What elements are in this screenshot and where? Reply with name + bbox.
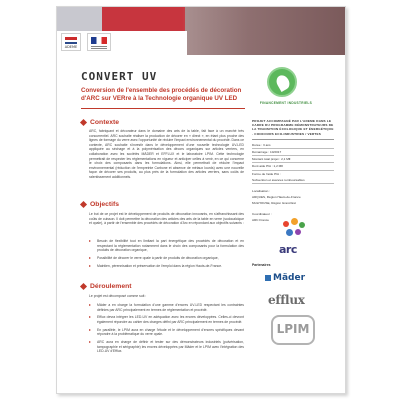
deroulement-list — [89, 303, 244, 357]
lpim-logo: LPIM — [271, 315, 315, 345]
header-block-red — [102, 7, 182, 31]
badge-label: FINANCEMENT INDUSTRIELS — [259, 101, 313, 105]
arc-logo — [275, 217, 311, 257]
section-heading-contexte: Contexte — [81, 119, 119, 126]
list-item: ▸ Mäder a en charge la formulation d'une gamme d'encres UV-LED respectant les contraintes définies par ARC principalement en termes de réglementation et procédé. — [89, 303, 244, 312]
header-block-grey — [57, 7, 102, 31]
ademe-logo-text: ADEME — [64, 45, 78, 49]
list-item: ▸ Besoin de flexibilité tout en limitant la part énergétique des procédés de décoration et en respectant la réglementation notamment dans le choix des composants pour la formulation des produits de décoration organique, — [89, 239, 244, 253]
info-row: Durée : 3 ans — [252, 142, 334, 149]
partners-label: Partenaires — [252, 263, 271, 267]
info-row: Subvention et avances remboursables — [252, 177, 334, 184]
project-sheet — [56, 6, 346, 394]
list-item: ▸ Maintien, pérennisation et préservation de l'emploi dans la région Hauts-de-France. — [89, 264, 244, 269]
info-row: Forme de l'aide PIA : — [252, 171, 281, 176]
diamond-bullet-icon — [80, 201, 87, 208]
list-item: ▸ Efflux devra intégrer les LED-UV en adéquation avec les encres développées. Celles-ci devront également répondre au cahier des charges défini par ARC principalement en termes de procédé. — [89, 315, 244, 324]
mader-logo: Mäder — [265, 273, 305, 283]
leaf-badge-icon — [267, 67, 297, 97]
list-item: ▸ En parallèle, le LPIM aura en charge l'étude et le développement d'encres spécifiques devant répondre à la problématique du verre opale. — [89, 328, 244, 337]
coordinator-label: Coordinateur : — [252, 211, 272, 216]
section-heading-objectifs: Objectifs — [81, 201, 119, 208]
header-photo-band — [185, 7, 345, 55]
project-info-panel — [252, 119, 334, 223]
location-value: ARQUES, Région Hauts-de-France — [252, 195, 301, 200]
location-value-2: MULHOUSE, Région Grand Est — [252, 201, 296, 206]
info-row: Dont aide PIA : 1,2 M€ — [252, 163, 334, 170]
contexte-text: ARC, fabriquant et décorateur dans le domaine des arts de la table, fait face à un marché très concurrentiel. ARC souhaite réaliser la production de décorer en « direct », en étant plus proche des lignes de formage du verre avec l'opportunité de réduire l'impact environnemental du procédé. Dans ce contexte, ARC souhaite s'investir dans le développement d'une nouvelle technologie UV-LED appliquée au séchage et à la polymérisation des décors organiques sur articles verriers, en collaboration avec les sociétés MÄDER et EFFLUX et le laboratoire LPIM. Cette technologie permettrait de respecter les réglementations en vigueur et anticiper celles à venir, en ce qui concerne le choix des composants dans les formulations. Ainsi, elle permettrait de réduire l'impact environnemental (réduction de l'empreinte Carbone et absence de métaux lourds) avec une nouvelle façon de décorer ses produits, au plus près de la formulation des articles verriers, sans coûts de ralentissement additionnels. — [89, 129, 244, 179]
page-title: CONVERT UV — [81, 70, 158, 83]
info-row: Démarrage : 10/2017 — [252, 149, 334, 156]
objectifs-intro: Le but de ce projet est le développement de produits de décoration innovants, en s'affranchissant des coûts de cuisson. Il doit permettre la décoration des articles des arts de la table en verre (sodocalcique et opale), à partir de l'ensemble des procédés de décoration d'Arc en répondant aux objectifs suivants : — [89, 212, 244, 226]
section-heading-deroulement: Déroulement — [81, 283, 132, 290]
location-label: Localisation : — [252, 189, 271, 194]
republique-francaise-logo — [87, 33, 111, 51]
diamond-bullet-icon — [80, 283, 87, 290]
info-row: Montant total projet : 2,1 M€ — [252, 156, 334, 163]
ademe-logo — [61, 33, 81, 51]
page-subtitle: Conversion de l'ensemble des procédés de décoration d'ARC sur VERre à la Technologie organique UV LED — [81, 87, 242, 102]
program-title: PROJET ACCOMPAGNÉ PAR L'ADEME DANS LE CADRE DU PROGRAMME DÉMONSTRATEURS DE LA TRANSITION ÉCOLOGIQUE ET ÉNERGÉTIQUE - CONCOURS ECO-INDUSTRIES / VERTES — [252, 119, 334, 136]
list-item: ▸ ARC aura en charge de définir et tester sur des démonstrateurs industriels (pulvérisation, tampographie et sérigraphie) les encres développées par Mäder et le LPIM avec l'intégration des LED-UV d'Efflux. — [89, 340, 244, 354]
objectifs-list — [89, 239, 244, 272]
arc-logo-text: arc — [279, 243, 297, 256]
efflux-logo: efflux — [268, 293, 305, 307]
diamond-bullet-icon — [80, 119, 87, 126]
deroulement-intro: Le projet est décomposé comme suit : — [89, 294, 147, 298]
list-item: ▸ Possibilité de décorer le verre opale à partir de produits de décoration organique, — [89, 256, 244, 261]
coordinator-value: ARC France — [252, 217, 270, 222]
subtitle-underline — [81, 108, 245, 109]
